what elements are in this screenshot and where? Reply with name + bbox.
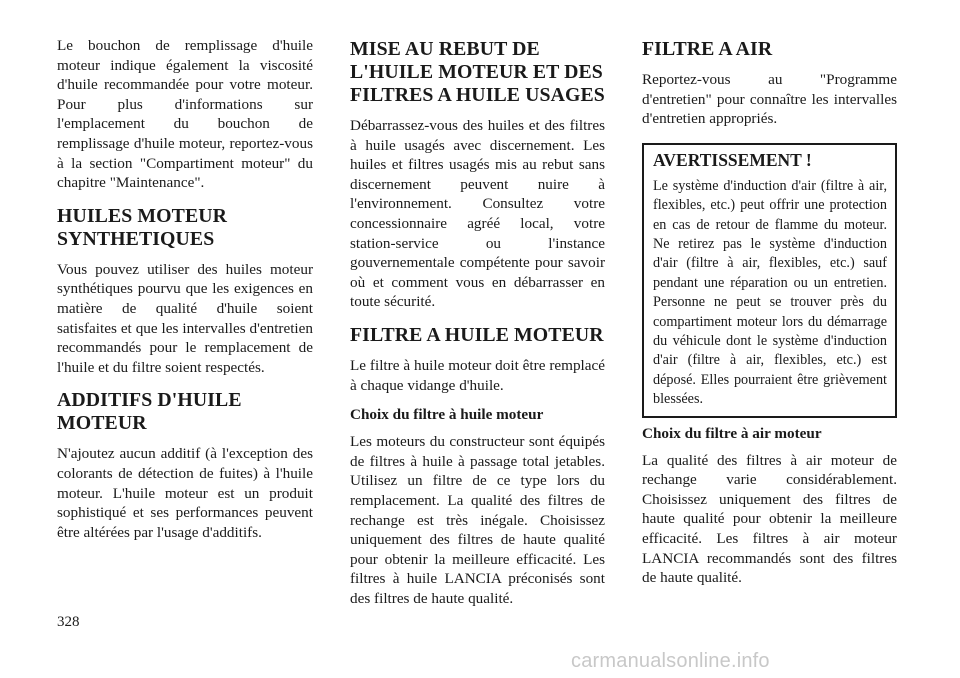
column-left: [57, 36, 313, 552]
column-right: [642, 36, 897, 598]
disposal-paragraph: Débarrassez-vous des huiles et des filtres à huile usagés avec discernement. Les huiles et filtres usagés mis au rebut sans discernement peuvent nuire à l'environnement. Consultez votre concessionnaire agréé local, votre station-service ou l'instance gouvernementale compétente pour savoir où et comment vous en débarrasser en toute sécurité.: [350, 117, 605, 311]
warning-text: Le système d'induction d'air (filtre à air, flexibles, etc.) peut offrir une protection en cas de retour de flamme du moteur. Ne retirez pas le système d'induction d'air (filtre à air, flexibles, etc.) sauf pendant une réparation ou un entretien. Personne ne peut se trouver près du compartiment moteur lors du démarrage du véhicule dont le système d'induction d'air (filtre à air, flexibles, etc.) est déposé. Elles pourraient être grièvement blessées.: [653, 177, 887, 408]
oil-filter-choice-paragraph: Les moteurs du constructeur sont équipés de filtres à huile à passage total jetables. Utilisez un filtre de ce type lors du remplacement. La qualité des filtres de rechange est très inégale. Choisissez uniquement des filtres de haute qualité pour obtenir la meilleure efficacité. Les filtres à huile LANCIA préconisés sont des filtres de haute qualité.: [350, 433, 605, 607]
synthetic-oils-heading: HUILES MOTEUR SYNTHETIQUES: [57, 204, 228, 250]
oil-filter-choice-heading: Choix du filtre à huile moteur: [350, 406, 544, 424]
page-number: 328: [57, 614, 80, 630]
warning-title: AVERTISSEMENT !: [653, 149, 812, 170]
column-middle: [350, 36, 605, 618]
oil-filter-paragraph: Le filtre à huile moteur doit être remplacé à chaque vidange d'huile.: [350, 356, 605, 394]
air-filter-choice-paragraph: La qualité des filtres à air moteur de rechange varie considérablement. Choisissez uniquement des filtres de haute qualité pour obtenir la meilleure efficacité. Les filtres à air moteur LANCIA recommandés sont des filtres de haute qualité.: [642, 451, 897, 587]
oil-filter-heading: FILTRE A HUILE MOTEUR: [350, 323, 604, 346]
air-filter-heading: FILTRE A AIR: [642, 38, 773, 60]
warning-box: [642, 143, 897, 418]
air-filter-choice-heading: Choix du filtre à air moteur: [642, 424, 822, 442]
watermark-logo: carmanualsonline.info: [571, 650, 770, 672]
oil-additives-paragraph: N'ajoutez aucun additif (à l'exception des colorants de détection de fuites) à l'huile moteur. L'huile moteur est un produit sophistiqué et ses performances peuvent être altérées par l'usage d'additifs.: [57, 445, 313, 541]
synthetic-oils-paragraph: Vous pouvez utiliser des huiles moteur synthétiques pourvu que les exigences en matière de qualité d'huile soient satisfaites et que les intervalles d'entretien recommandés pour le remplacement de l'huile et du filtre soient respectés.: [57, 260, 313, 376]
oil-cap-paragraph: Le bouchon de remplissage d'huile moteur indique également la viscosité d'huile recommandée pour votre moteur. Pour plus d'informations sur l'emplacement du bouchon de remplissage d'huile moteur, reportez-vous à la section "Compartiment moteur" du chapitre "Maintenance".: [57, 37, 313, 192]
air-filter-paragraph: Reportez-vous au "Programme d'entretien" pour connaître les intervalles d'entretien appropriés.: [642, 71, 897, 128]
disposal-heading: MISE AU REBUT DE L'HUILE MOTEUR ET DES FILTRES A HUILE USAGES: [350, 38, 605, 106]
oil-additives-heading: ADDITIFS D'HUILE MOTEUR: [57, 389, 242, 435]
